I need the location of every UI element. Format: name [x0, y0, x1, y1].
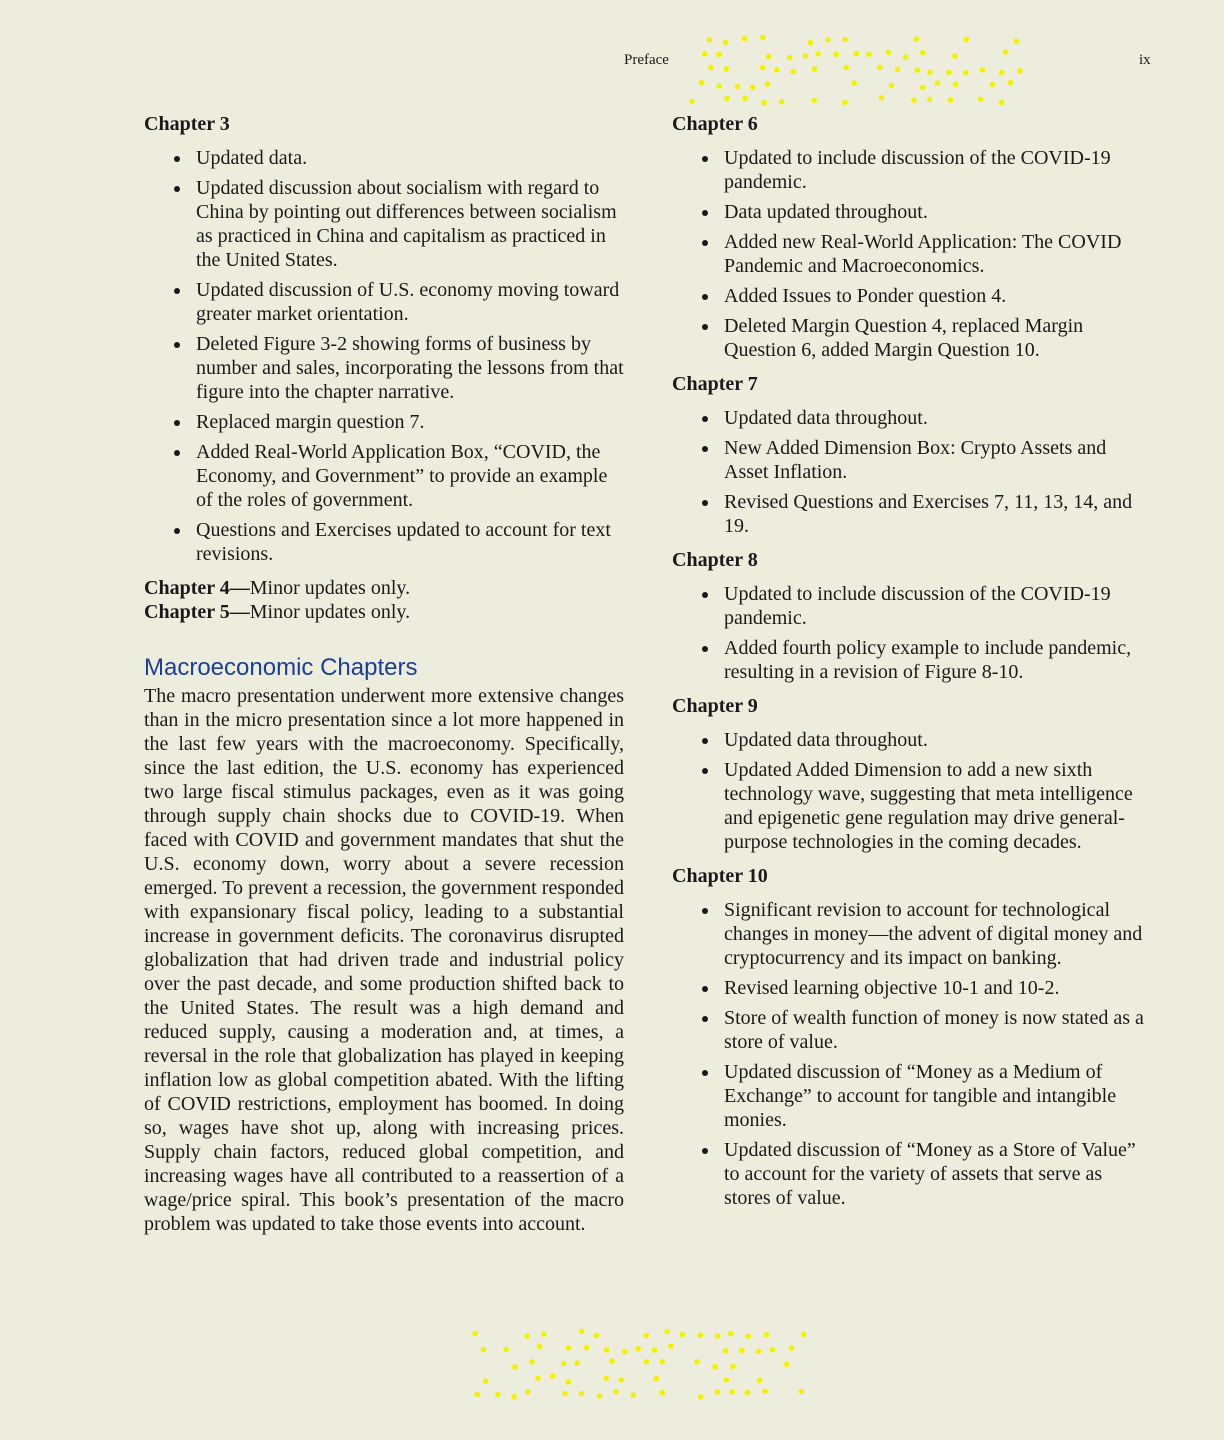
list-item: Questions and Exercises updated to account for text revisions. — [144, 518, 624, 566]
chapter-7-list — [672, 406, 1152, 538]
decorative-dot — [715, 1389, 721, 1395]
decorative-dot — [541, 1331, 547, 1337]
decorative-dot — [765, 81, 771, 87]
decorative-dot — [566, 1379, 572, 1385]
decorative-dot — [644, 1333, 650, 1339]
decorative-dot — [631, 1392, 637, 1398]
decorative-dot — [879, 95, 885, 101]
list-item: Added Real-World Application Box, “COVID, the Economy, and Government” to provide an example of the roles of government. — [144, 440, 624, 512]
decorative-dot — [1017, 68, 1023, 74]
decorative-dot — [654, 1376, 660, 1382]
decorative-dot — [999, 100, 1005, 106]
left-column — [144, 112, 624, 1236]
list-item: Updated to include discussion of the COVID-19 pandemic. — [672, 582, 1152, 630]
decorative-dot — [914, 36, 920, 42]
decorative-dot — [529, 1359, 535, 1365]
decorative-dot — [757, 1378, 763, 1384]
decorative-dot — [584, 1345, 590, 1351]
list-item: Significant revision to account for technological changes in money—the advent of digital money and cryptocurrency and its impact on banking. — [672, 898, 1152, 970]
decorative-dot — [512, 1364, 518, 1370]
decorative-dot — [789, 1345, 795, 1351]
decorative-dot — [920, 85, 926, 91]
decorative-dot — [707, 37, 713, 43]
decorative-dot — [694, 1359, 700, 1365]
chapter-10-section — [672, 864, 1152, 1210]
running-head-title: Preface — [624, 52, 669, 68]
decorative-dot — [524, 1333, 530, 1339]
decorative-dot-pattern-bottom — [472, 1328, 824, 1404]
list-item: Updated discussion of “Money as a Store of Value” to account for the variety of assets that serve as stores of value. — [672, 1138, 1152, 1210]
decorative-dot — [724, 96, 730, 102]
decorative-dot — [889, 83, 895, 89]
decorative-dot — [812, 98, 818, 104]
decorative-dot — [866, 51, 872, 57]
decorative-dot — [723, 1348, 729, 1354]
decorative-dot — [680, 1332, 686, 1338]
page-number: ix — [1139, 52, 1151, 68]
decorative-dot — [784, 1362, 790, 1368]
decorative-dot — [920, 50, 926, 56]
macro-paragraph: The macro presentation underwent more extensive changes than in the micro presentation since a lot more happened in the last few years with the macroeconomy. Specifically, since the last edition, the U.S. economy has experienced two large fiscal stimulus packages, even as it was going through supply chain shocks due to COVID-19. When faced with COVID and government mandates that shut the U.S. economy down, worry about a severe recession emerged. To prevent a recession, the government responded with expansionary fiscal policy, leading to a substantial increase in government deficits. The coronavirus disrupted globalization that had driven trade and industrial policy over the past decade, and some production shifted back to the United States. The result was a high demand and reduced supply, causing a moderation and, at times, a reversal in the role that globalization has played in keeping inflation low as global competition abated. With the lifting of COVID restrictions, employment has boomed. In doing so, wages have shot up, along with increasing prices. Supply chain factors, reduced global competition, and increasing wages have all contributed to a reassertion of a wage/price spiral. This book’s presentation of the macro problem was updated to take those events into account. — [144, 685, 624, 1235]
decorative-dot — [562, 1391, 568, 1397]
decorative-dot — [730, 1364, 736, 1370]
list-item: Deleted Figure 3-2 showing forms of business by number and sales, incorporating the lessons from that figure into the chapter narrative. — [144, 332, 624, 404]
decorative-dot — [698, 1394, 704, 1400]
chapter-8-list — [672, 582, 1152, 684]
list-item: Replaced margin question 7. — [144, 410, 624, 434]
decorative-dot — [952, 53, 958, 59]
decorative-dot — [472, 1331, 478, 1337]
chapter-3-list — [144, 146, 624, 566]
section-heading-macroeconomic: Macroeconomic Chapters — [144, 654, 418, 681]
decorative-dot — [698, 1332, 704, 1338]
decorative-dot — [664, 1329, 670, 1335]
chapter-8-section — [672, 548, 1152, 684]
decorative-dot — [745, 1390, 751, 1396]
decorative-dot — [511, 1394, 517, 1400]
decorative-dot — [770, 1347, 776, 1353]
chapter-6-section — [672, 112, 1152, 362]
decorative-dot — [1014, 38, 1020, 44]
decorative-dot — [724, 1377, 730, 1383]
decorative-dot — [895, 67, 901, 73]
decorative-dot — [1003, 49, 1009, 55]
decorative-dot — [746, 1334, 752, 1340]
decorative-dot — [1008, 80, 1014, 86]
chapter-heading: Chapter 9 — [672, 695, 758, 717]
list-item: Updated to include discussion of the COVID-19 pandemic. — [672, 146, 1152, 194]
chapter-heading: Chapter 3 — [144, 113, 230, 135]
decorative-dot — [724, 66, 730, 72]
decorative-dot — [842, 100, 848, 106]
decorative-dot — [915, 67, 921, 73]
decorative-dot — [622, 1349, 628, 1355]
decorative-dot — [999, 70, 1005, 76]
chapter-10-list — [672, 898, 1152, 1210]
decorative-dot — [474, 1392, 480, 1398]
decorative-dot — [723, 40, 729, 46]
list-item: Deleted Margin Question 4, replaced Margin Question 6, added Margin Question 10. — [672, 314, 1152, 362]
decorative-dot — [927, 70, 933, 76]
chapter-9-list — [672, 728, 1152, 854]
decorative-dot — [750, 85, 756, 91]
decorative-dot — [978, 97, 984, 103]
decorative-dot — [604, 1347, 610, 1353]
decorative-dot — [702, 51, 708, 57]
decorative-dot — [716, 52, 722, 58]
decorative-dot — [537, 1344, 543, 1350]
list-item: Revised learning objective 10-1 and 10-2. — [672, 976, 1152, 1000]
list-item: Updated data throughout. — [672, 728, 1152, 752]
list-item: Revised Questions and Exercises 7, 11, 13, 14, and 19. — [672, 490, 1152, 538]
chapter-heading: Chapter 7 — [672, 373, 758, 395]
decorative-dot — [712, 1364, 718, 1370]
list-item: Updated data throughout. — [672, 406, 1152, 430]
decorative-dot — [603, 1375, 609, 1381]
decorative-dot — [903, 54, 909, 60]
decorative-dot — [886, 50, 892, 56]
decorative-dot — [613, 1389, 619, 1395]
decorative-dot — [808, 40, 814, 46]
decorative-dot — [597, 1393, 603, 1399]
decorative-dot — [728, 1331, 734, 1337]
decorative-dot — [963, 70, 969, 76]
decorative-dot — [774, 67, 780, 73]
decorative-dot — [764, 1332, 770, 1338]
decorative-dot-pattern-top — [688, 34, 1040, 108]
list-item: Updated Added Dimension to add a new sixth technology wave, suggesting that meta intelligence and epigenetic gene regulation may drive general-purpose technologies in the coming decades. — [672, 758, 1152, 854]
chapter-5-label: Chapter 5— — [144, 601, 250, 623]
decorative-dot — [843, 65, 849, 71]
decorative-dot — [834, 52, 840, 58]
decorative-dot — [762, 100, 768, 106]
decorative-dot — [825, 37, 831, 43]
decorative-dot — [708, 65, 714, 71]
chapter-3-section — [144, 112, 624, 566]
chapter-5-text: Minor updates only. — [249, 601, 411, 623]
list-item: Updated discussion about socialism with regard to China by pointing out differences between socialism as practiced in China and capitalism as practiced in the United States. — [144, 176, 624, 272]
decorative-dot — [594, 1333, 600, 1339]
decorative-dot — [550, 1373, 556, 1379]
decorative-dot — [812, 66, 818, 72]
chapter-7-section — [672, 372, 1152, 538]
decorative-dot — [756, 1349, 762, 1355]
decorative-dot — [815, 51, 821, 57]
decorative-dot — [739, 1348, 745, 1354]
chapter-4-text: Minor updates only. — [249, 577, 411, 599]
decorative-dot — [801, 1332, 807, 1338]
list-item: Updated discussion of U.S. economy moving toward greater market orientation. — [144, 278, 624, 326]
list-item: Added Issues to Ponder question 4. — [672, 284, 1152, 308]
decorative-dot — [766, 54, 772, 60]
list-item: New Added Dimension Box: Crypto Assets and Asset Inflation. — [672, 436, 1152, 484]
list-item: Data updated throughout. — [672, 200, 1152, 224]
decorative-dot — [561, 1361, 567, 1367]
decorative-dot — [483, 1378, 489, 1384]
decorative-dot — [760, 65, 766, 71]
chapter-4-note — [144, 576, 624, 600]
decorative-dot — [760, 35, 766, 41]
decorative-dot — [574, 1360, 580, 1366]
decorative-dot — [799, 1389, 805, 1395]
decorative-dot — [535, 1375, 541, 1381]
decorative-dot — [964, 37, 970, 43]
list-item: Added fourth policy example to include pandemic, resulting in a revision of Figure 8-10. — [672, 636, 1152, 684]
chapter-heading: Chapter 8 — [672, 549, 758, 571]
list-item: Added new Real-World Application: The COVID Pandemic and Macroeconomics. — [672, 230, 1152, 278]
decorative-dot — [803, 53, 809, 59]
decorative-dot — [566, 1345, 572, 1351]
list-item: Updated discussion of “Money as a Medium of Exchange” to account for tangible and intangible monies. — [672, 1060, 1152, 1132]
chapter-4-label: Chapter 4— — [144, 577, 250, 599]
chapter-9-section — [672, 694, 1152, 854]
decorative-dot — [980, 67, 986, 73]
decorative-dot — [668, 1343, 674, 1349]
chapter-5-note — [144, 600, 624, 624]
chapter-heading: Chapter 6 — [672, 113, 758, 135]
list-item: Store of wealth function of money is now stated as a store of value. — [672, 1006, 1152, 1054]
decorative-dot — [742, 96, 748, 102]
decorative-dot — [715, 1333, 721, 1339]
decorative-dot — [652, 1347, 658, 1353]
decorative-dot — [699, 80, 705, 86]
decorative-dot — [911, 98, 917, 104]
decorative-dot — [579, 1391, 585, 1397]
decorative-dot — [495, 1392, 501, 1398]
decorative-dot — [946, 70, 952, 76]
decorative-dot — [948, 97, 954, 103]
chapter-heading: Chapter 10 — [672, 865, 768, 887]
decorative-dot — [990, 82, 996, 88]
decorative-dot — [525, 1389, 531, 1395]
decorative-dot — [953, 82, 959, 88]
decorative-dot — [689, 99, 695, 105]
decorative-dot — [842, 37, 848, 43]
decorative-dot — [852, 80, 858, 86]
decorative-dot — [877, 64, 883, 70]
decorative-dot — [660, 1390, 666, 1396]
right-column — [672, 112, 1152, 1220]
decorative-dot — [779, 99, 785, 105]
decorative-dot — [935, 80, 941, 86]
decorative-dot — [635, 1346, 641, 1352]
list-item: Updated data. — [144, 146, 624, 170]
decorative-dot — [618, 1377, 624, 1383]
decorative-dot — [787, 55, 793, 61]
decorative-dot — [854, 51, 860, 57]
decorative-dot — [927, 97, 933, 103]
decorative-dot — [735, 84, 741, 90]
decorative-dot — [644, 1359, 650, 1365]
decorative-dot — [503, 1347, 509, 1353]
decorative-dot — [609, 1358, 615, 1364]
decorative-dot — [659, 1359, 665, 1365]
decorative-dot — [790, 69, 796, 75]
decorative-dot — [730, 1389, 736, 1395]
chapter-6-list — [672, 146, 1152, 362]
decorative-dot — [742, 36, 748, 42]
decorative-dot — [717, 83, 723, 89]
decorative-dot — [762, 1389, 768, 1395]
decorative-dot — [481, 1347, 487, 1353]
decorative-dot — [579, 1329, 585, 1335]
